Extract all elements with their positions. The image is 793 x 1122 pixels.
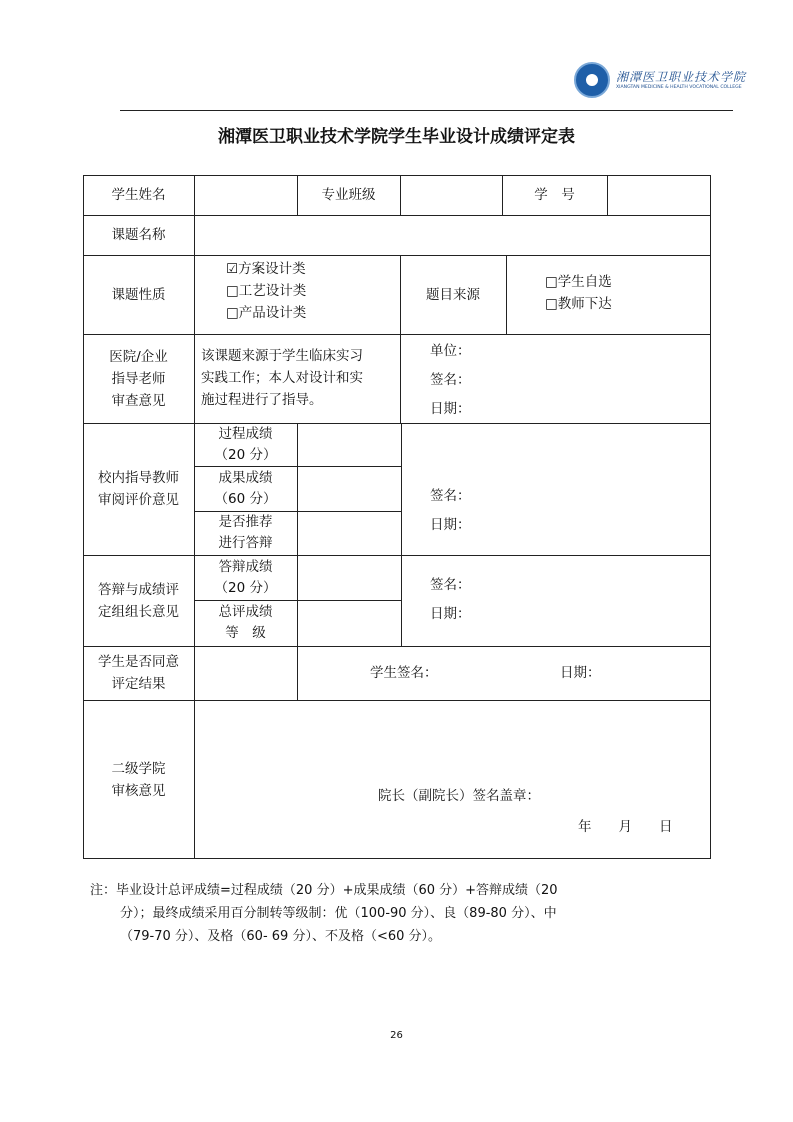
topic-source-options — [545, 271, 705, 321]
page-title: 湘潭医卫职业技术学院学生毕业设计成绩评定表 — [218, 127, 575, 147]
result-score-label: 成果成绩 （60 分） — [214, 469, 277, 507]
student-agree-field[interactable] — [194, 646, 297, 700]
topic-name-field[interactable] — [194, 215, 711, 255]
date-label: 日期： — [430, 401, 471, 417]
college-emblem-icon — [574, 62, 610, 98]
student-id-label: 学 号 — [534, 187, 575, 203]
option-teacher-assigned[interactable]: □教师下达 — [545, 296, 612, 312]
student-agree-label: 学生是否同意 评定结果 — [98, 654, 179, 692]
topic-nature-options — [226, 258, 396, 332]
defense-sign-block — [430, 571, 630, 631]
signature-label: 签名： — [430, 488, 471, 504]
student-name-label: 学生姓名 — [111, 187, 166, 203]
unit-label: 单位： — [430, 343, 471, 359]
process-score-label: 过程成绩 （20 分） — [214, 425, 277, 463]
page-number: 26 — [390, 1030, 403, 1041]
column-line — [400, 334, 401, 423]
logo-english-name: XIANGTAN MEDICINE & HEALTH VOCATIONAL COLLEGE — [616, 85, 742, 90]
defense-score-label: 答辩成绩 （20 分） — [214, 558, 277, 596]
advisor-sign-block — [430, 482, 630, 542]
signature-label: 签名： — [430, 577, 471, 593]
student-sign-label: 学生签名： — [370, 665, 438, 681]
total-grade-label: 总评成绩 等 级 — [218, 604, 273, 641]
major-class-field[interactable] — [400, 175, 502, 215]
logo-chinese-name: 湘潭医卫职业技术学院 — [616, 70, 747, 84]
hospital-review-label: 医院/企业 指导老师 审查意见 — [109, 348, 168, 409]
column-line — [401, 423, 402, 646]
date-ymd-label: 年 月 日 — [578, 819, 673, 835]
option-scheme-design[interactable]: ☑方案设计类 — [226, 261, 306, 277]
topic-nature-label: 课题性质 — [111, 286, 166, 303]
column-line — [506, 255, 507, 334]
form-note: 注：毕业设计总评成绩=过程成绩（20 分）+成果成绩（60 分）+答辩成绩（20 分）；最终成绩采用百分制转等级制：优（100-90 分）、良（89-80 分）、中 （79-70 分）、及格（60- 69 分）、不及格（<60 分）。 — [90, 883, 558, 944]
option-student-choice[interactable]: □学生自选 — [545, 274, 612, 290]
dean-sign-label: 院长（副院长）签名盖章： — [378, 788, 540, 804]
defense-recommend-label: 是否推荐 进行答辩 — [218, 514, 273, 551]
college-logo — [574, 62, 747, 106]
hospital-sign-block — [430, 337, 630, 421]
defense-group-label: 答辩与成绩评 定组组长意见 — [98, 581, 179, 620]
college-review-label: 二级学院 审核意见 — [111, 760, 166, 799]
date-label: 日期： — [430, 517, 471, 533]
topic-name-label: 课题名称 — [111, 227, 166, 243]
defense-score-field[interactable] — [297, 555, 401, 600]
header-rule — [120, 110, 733, 111]
student-name-field[interactable] — [194, 175, 297, 215]
major-class-label: 专业班级 — [321, 187, 376, 203]
process-score-field[interactable] — [297, 423, 401, 466]
option-process-design[interactable]: □工艺设计类 — [226, 283, 307, 299]
signature-label: 签名： — [430, 372, 471, 388]
defense-recommend-field[interactable] — [297, 511, 401, 555]
date-label: 日期： — [430, 606, 471, 622]
column-line — [297, 646, 298, 700]
total-grade-field[interactable] — [297, 600, 401, 646]
student-id-field[interactable] — [607, 175, 711, 215]
option-product-design[interactable]: □产品设计类 — [226, 305, 307, 321]
hospital-review-text: 该课题来源于学生临床实习 实践工作；本人对设计和实 施过程进行了指导。 — [201, 348, 363, 408]
student-date-label: 日期： — [560, 665, 601, 681]
topic-source-label: 题目来源 — [426, 286, 480, 303]
result-score-field[interactable] — [297, 466, 401, 511]
evaluation-form-table — [83, 175, 711, 859]
advisor-review-label: 校内指导教师 审阅评价意见 — [98, 470, 179, 508]
